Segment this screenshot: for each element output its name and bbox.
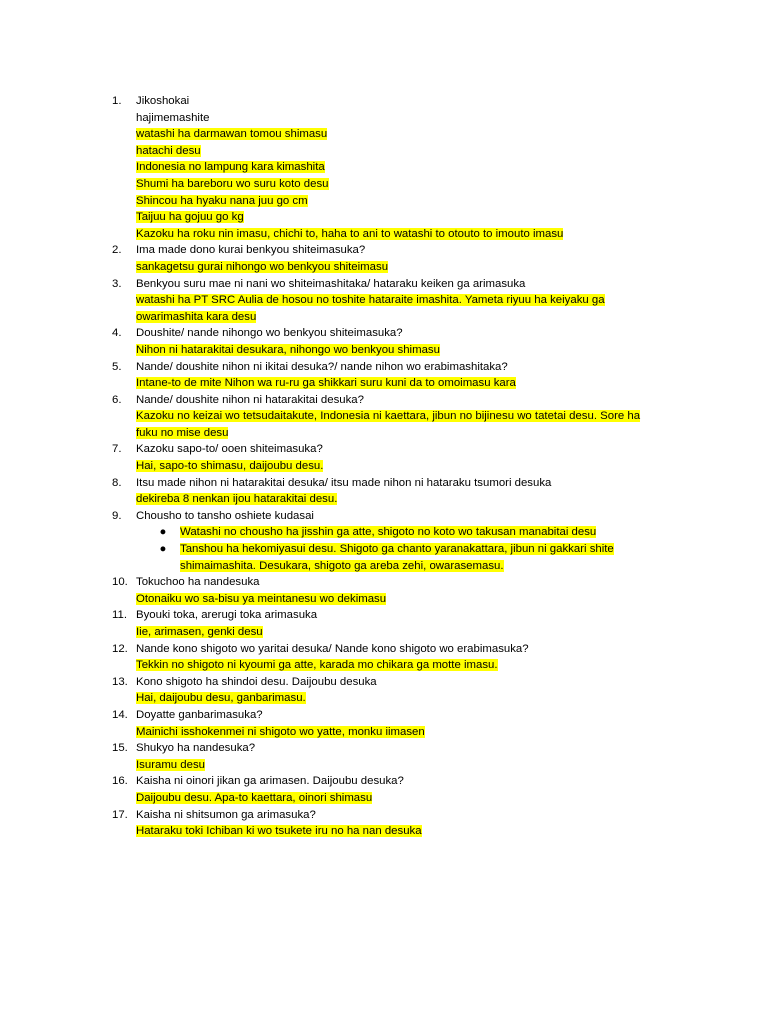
- question-text: Kazoku sapo-to/ ooen shiteimasuka?: [136, 443, 323, 456]
- question-text: Shukyo ha nandesuka?: [136, 742, 256, 755]
- question-line: [112, 276, 692, 293]
- highlighted-answer: watashi ha PT SRC Aulia de hosou no toshite hataraite imashita. Yameta riyuu ha keiyaku ga: [136, 294, 605, 307]
- highlighted-answer: Shincou ha hyaku nana juu go cm: [136, 194, 308, 207]
- question-text: Nande/ doushite nihon ni hatarakitai desuka?: [136, 393, 364, 406]
- answer-line: [112, 143, 692, 160]
- item-number: 7.: [112, 443, 122, 456]
- question-text: Doushite/ nande nihongo wo benkyou shiteimasuka?: [136, 327, 403, 340]
- item-number: 12.: [112, 642, 128, 655]
- question-text: Doyatte ganbarimasuka?: [136, 708, 263, 721]
- answer-line: [112, 176, 692, 193]
- question-line: [112, 359, 692, 376]
- answer-line: [112, 757, 692, 774]
- answer-line: [112, 657, 692, 674]
- question-line: [112, 707, 692, 724]
- bullet-answer-line: [112, 541, 692, 558]
- highlighted-answer: hatachi desu: [136, 144, 201, 157]
- highlighted-answer: Nihon ni hatarakitai desukara, nihongo wo benkyou shimasu: [136, 343, 440, 356]
- item-number: 8.: [112, 476, 122, 489]
- highlighted-answer: Hataraku toki Ichiban ki wo tsukete iru no ha nan desuka: [136, 825, 422, 838]
- answer-line: [112, 159, 692, 176]
- question-line: [112, 93, 692, 110]
- extra-text: hajimemashite: [136, 111, 210, 124]
- question-text: Jikoshokai: [136, 95, 190, 107]
- highlighted-answer: Iie, arimasen, genki desu: [136, 626, 263, 638]
- item-number: 14.: [112, 708, 128, 721]
- highlighted-answer: Mainichi isshokenmei ni shigoto wo yatte, monku iimasen: [136, 725, 425, 738]
- bullet-icon: ●: [159, 543, 167, 556]
- item-number: 4.: [112, 327, 122, 340]
- answer-line: [112, 591, 692, 608]
- item-number: 1.: [112, 95, 122, 107]
- item-number: 5.: [112, 360, 122, 373]
- highlighted-answer: Hai, daijoubu desu, ganbarimasu.: [136, 692, 306, 705]
- question-line: [112, 441, 692, 458]
- highlighted-answer: Watashi no chousho ha jisshin ga atte, shigoto no koto wo takusan manabitai desu: [180, 526, 597, 539]
- highlighted-answer: Tanshou ha hekomiyasui desu. Shigoto ga chanto yaranakattara, jibun ni gakkari shite: [180, 543, 614, 556]
- answer-line: [112, 259, 692, 276]
- answer-line: [112, 425, 692, 442]
- answer-line: [112, 458, 692, 475]
- item-number: 10.: [112, 576, 128, 589]
- item-number: 3.: [112, 277, 122, 290]
- item-number: 15.: [112, 742, 128, 755]
- answer-line: [112, 408, 692, 425]
- highlighted-answer: Indonesia no lampung kara kimashita: [136, 161, 325, 174]
- bullet-answer-line: [112, 558, 692, 575]
- question-line: [112, 641, 692, 658]
- answer-line: [112, 342, 692, 359]
- highlighted-answer: Shumi ha bareboru wo suru koto desu: [136, 177, 329, 190]
- question-text: Nande kono shigoto wo yaritai desuka/ Nande kono shigoto wo erabimasuka?: [136, 642, 529, 655]
- highlighted-answer: Tekkin no shigoto ni kyoumi ga atte, karada mo chikara ga motte imasu.: [136, 659, 498, 672]
- bullet-icon: ●: [159, 526, 167, 539]
- question-text: Chousho to tansho oshiete kudasai: [136, 509, 314, 522]
- question-line: [112, 392, 692, 409]
- question-line: [112, 574, 692, 591]
- highlighted-answer: Isuramu desu: [136, 758, 206, 771]
- question-line: [112, 475, 692, 492]
- answer-line: [112, 790, 692, 807]
- highlighted-answer: Otonaiku wo sa-bisu ya meintanesu wo dekimasu: [136, 592, 387, 605]
- extra-line: [112, 110, 692, 127]
- question-text: Tokuchoo ha nandesuka: [136, 576, 260, 589]
- highlighted-answer: Taijuu ha gojuu go kg: [136, 211, 244, 224]
- interview-qa-list: [112, 93, 692, 840]
- highlighted-answer: Intane-to de mite Nihon wa ru-ru ga shikkari suru kuni da to omoimasu kara: [136, 377, 516, 390]
- question-line: [112, 607, 692, 624]
- answer-line: [112, 292, 692, 309]
- highlighted-answer: shimaimashita. Desukara, shigoto ga areba zehi, owarasemasu.: [180, 559, 504, 572]
- highlighted-answer: sankagetsu gurai nihongo wo benkyou shiteimasu: [136, 260, 389, 273]
- answer-line: [112, 126, 692, 143]
- answer-line: [112, 226, 692, 243]
- question-text: Nande/ doushite nihon ni ikitai desuka?/ nande nihon wo erabimashitaka?: [136, 360, 508, 373]
- item-number: 16.: [112, 775, 128, 788]
- question-line: [112, 242, 692, 259]
- answer-line: [112, 193, 692, 210]
- question-text: Benkyou suru mae ni nani wo shiteimashitaka/ hataraku keiken ga arimasuka: [136, 277, 526, 290]
- item-number: 6.: [112, 393, 122, 406]
- question-line: [112, 773, 692, 790]
- question-line: [112, 674, 692, 691]
- highlighted-answer: Hai, sapo-to shimasu, daijoubu desu.: [136, 460, 324, 473]
- answer-line: [112, 823, 692, 840]
- highlighted-answer: watashi ha darmawan tomou shimasu: [136, 128, 328, 141]
- highlighted-answer: fuku no mise desu: [136, 426, 229, 439]
- question-line: [112, 508, 692, 525]
- question-text: Kono shigoto ha shindoi desu. Daijoubu desuka: [136, 675, 377, 688]
- answer-line: [112, 724, 692, 741]
- highlighted-answer: owarimashita kara desu: [136, 310, 257, 323]
- item-number: 2.: [112, 244, 122, 257]
- answer-line: [112, 624, 692, 641]
- highlighted-answer: dekireba 8 nenkan ijou hatarakitai desu.: [136, 493, 338, 506]
- question-text: Kaisha ni shitsumon ga arimasuka?: [136, 808, 316, 821]
- item-number: 9.: [112, 509, 122, 522]
- question-line: [112, 325, 692, 342]
- question-text: Itsu made nihon ni hatarakitai desuka/ itsu made nihon ni hataraku tsumori desuka: [136, 476, 552, 489]
- item-number: 17.: [112, 808, 128, 821]
- answer-line: [112, 375, 692, 392]
- question-line: [112, 807, 692, 824]
- bullet-answer-line: [112, 524, 692, 541]
- question-line: [112, 740, 692, 757]
- answer-line: [112, 690, 692, 707]
- question-text: Byouki toka, arerugi toka arimasuka: [136, 609, 318, 622]
- answer-line: [112, 491, 692, 508]
- question-text: Kaisha ni oinori jikan ga arimasen. Daijoubu desuka?: [136, 775, 404, 788]
- answer-line: [112, 209, 692, 226]
- item-number: 11.: [112, 609, 127, 622]
- question-text: Ima made dono kurai benkyou shiteimasuka?: [136, 244, 366, 257]
- highlighted-answer: Kazoku no keizai wo tetsudaitakute, Indonesia ni kaettara, jibun no bijinesu wo tatetai desu. Sore ha: [136, 410, 641, 423]
- answer-line: [112, 309, 692, 326]
- item-number: 13.: [112, 675, 128, 688]
- highlighted-answer: Kazoku ha roku nin imasu, chichi to, haha to ani to watashi to otouto to imouto imasu: [136, 227, 564, 240]
- highlighted-answer: Daijoubu desu. Apa-to kaettara, oinori shimasu: [136, 791, 373, 804]
